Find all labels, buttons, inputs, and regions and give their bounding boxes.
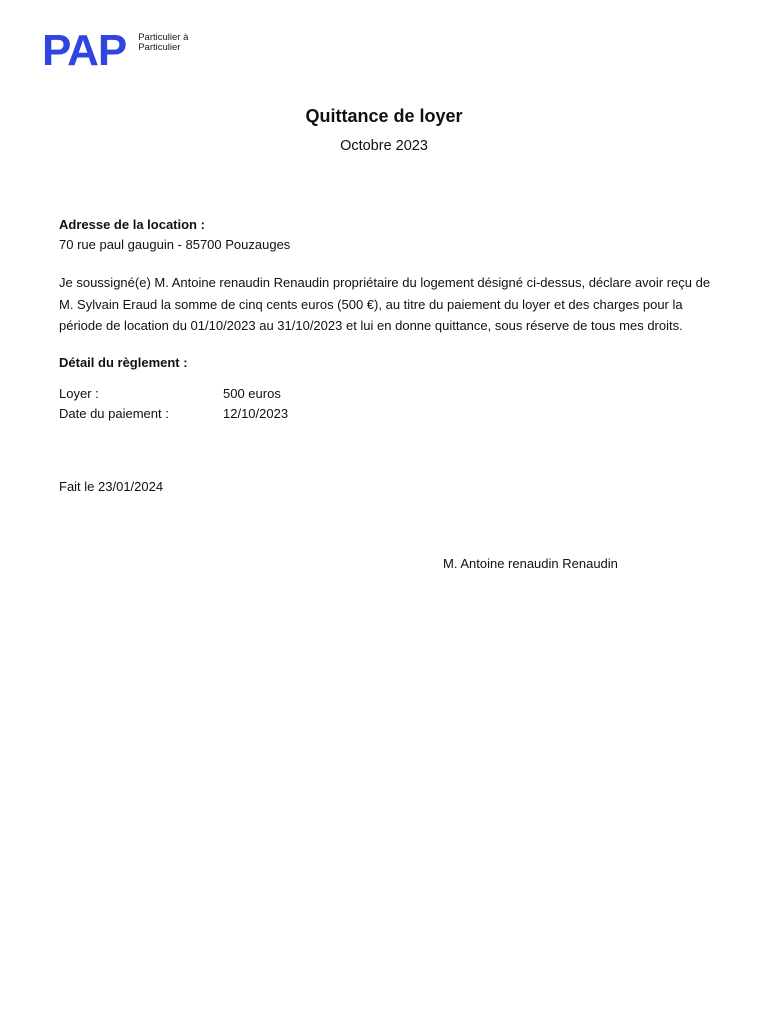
issue-date: Fait le 23/01/2024 <box>59 479 164 494</box>
document-title: Quittance de loyer <box>305 106 463 126</box>
payment-row-value: 500 euros <box>223 386 281 401</box>
declaration-line: M. Sylvain Eraud la somme de cinq cents euros (500 €), au titre du paiement du loyer et des charges pour la <box>59 296 683 312</box>
logo-tagline <box>138 33 188 53</box>
payment-row-date <box>59 406 288 421</box>
signature-name: M. Antoine renaudin Renaudin <box>443 556 618 571</box>
payment-detail-label: Détail du règlement : <box>59 355 188 370</box>
payment-row-key: Loyer : <box>59 386 99 401</box>
payment-row-rent <box>59 386 281 401</box>
document-period: Octobre 2023 <box>340 138 428 154</box>
declaration-line: période de location du 01/10/2023 au 31/10/2023 et lui en donne quittance, sous réserve de tous mes droits. <box>59 318 683 333</box>
declaration-paragraph <box>59 272 719 337</box>
logo-tagline-line1: Particulier à <box>138 32 189 43</box>
pap-logo <box>42 26 189 75</box>
payment-row-value: 12/10/2023 <box>223 406 289 421</box>
logo-tagline-line2: Particulier <box>138 42 181 53</box>
declaration-line: Je soussigné(e) M. Antoine renaudin Renaudin propriétaire du logement désigné ci-dessus, déclare avoir reçu de <box>59 275 711 290</box>
payment-row-key: Date du paiement : <box>59 406 169 421</box>
address-label: Adresse de la location : <box>59 217 205 232</box>
logo-wordmark: PAP <box>42 26 127 75</box>
address-value: 70 rue paul gauguin - 85700 Pouzauges <box>59 237 291 252</box>
